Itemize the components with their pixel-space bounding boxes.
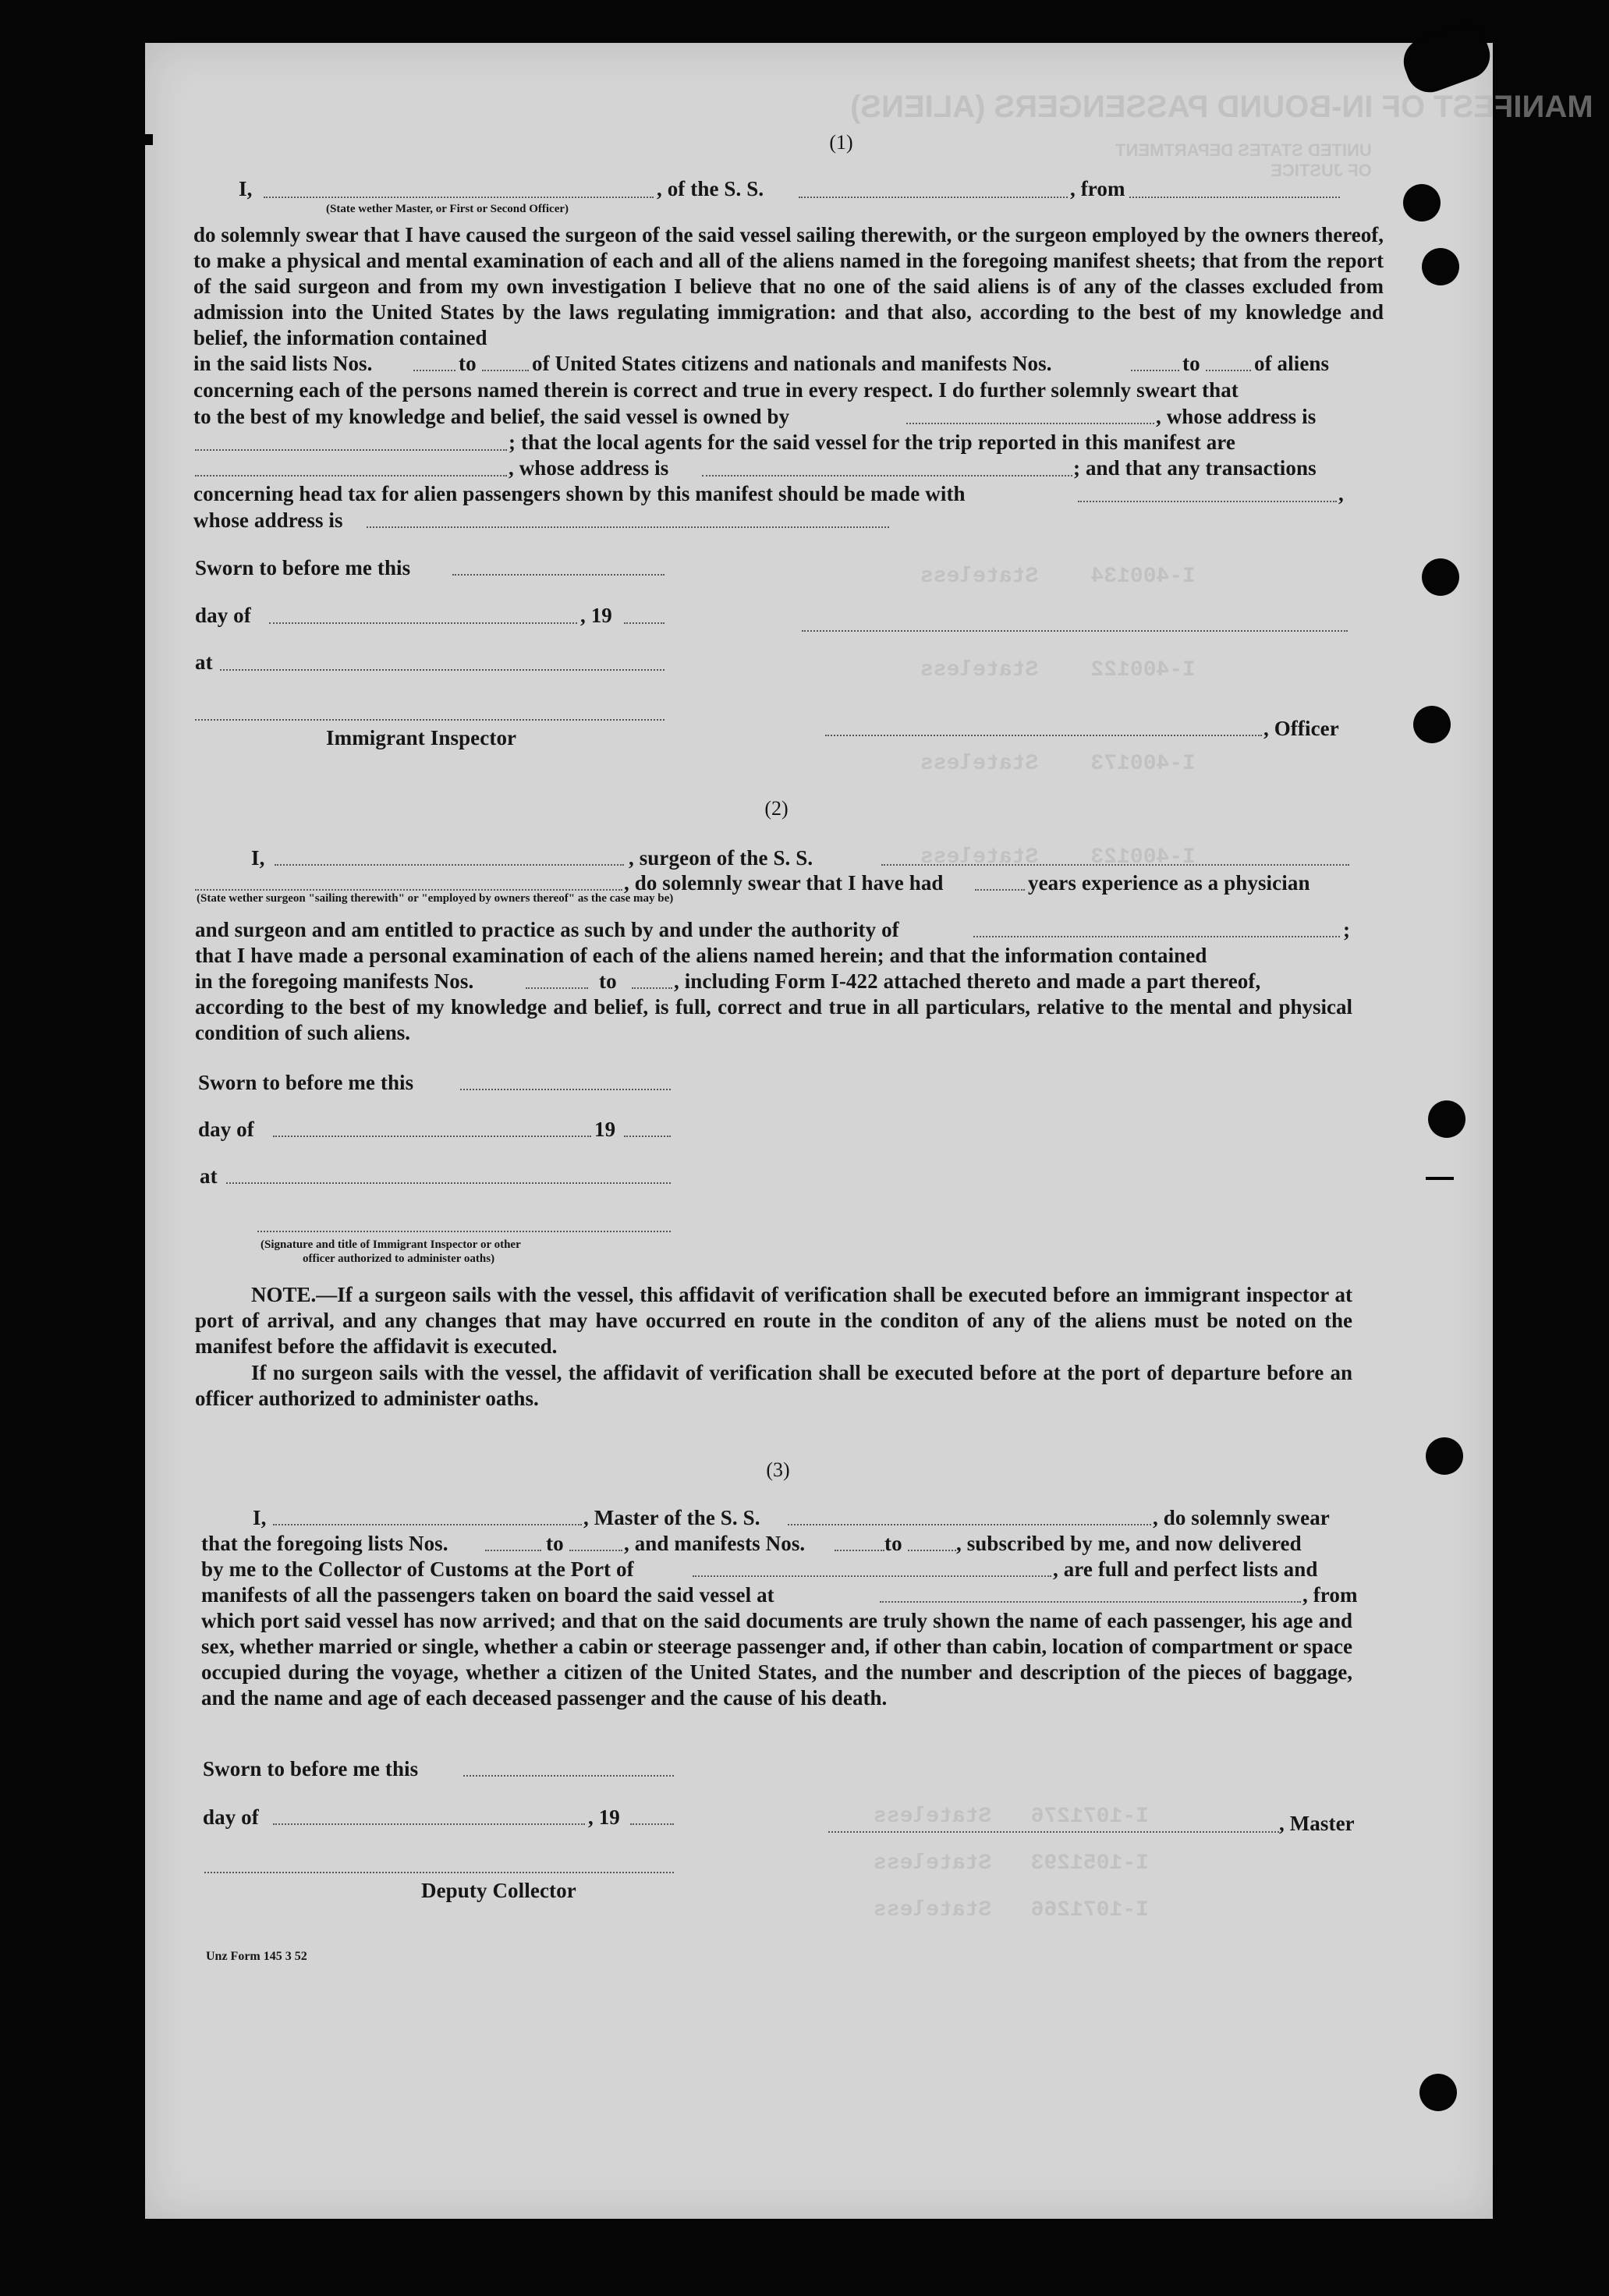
- sworn-blank: [452, 574, 665, 576]
- edge-mark: [1426, 1177, 1454, 1180]
- section-2-i: I,: [251, 846, 265, 870]
- section-1-day-of: day of: [195, 604, 251, 627]
- section-1-at: at: [195, 650, 213, 674]
- at-blank: [226, 1182, 671, 1184]
- officer-label: , Officer: [1263, 717, 1339, 740]
- manifests-c: , including Form I-422 attached thereto and made a part thereof,: [674, 969, 1261, 993]
- address-line-b: ; and that any transactions: [1073, 456, 1317, 480]
- punch-hole: [1419, 2074, 1457, 2111]
- port-blank: [693, 1575, 1051, 1577]
- vessel-blank: [799, 197, 1068, 198]
- collector-b: , are full and perfect lists and: [1053, 1557, 1318, 1581]
- section-1-sworn: Sworn to before me this: [195, 556, 411, 579]
- note-paragraph-2: If no surgeon sails with the vessel, the affidavit of verification shall be executed before at the port of departure before an officer authorized to administer oaths.: [195, 1361, 1352, 1410]
- year-blank: [630, 1823, 674, 1825]
- whose-address: whose address is: [193, 508, 343, 532]
- blank: [1131, 370, 1179, 371]
- punch-hole: [1413, 706, 1451, 743]
- owned-by-a: to the best of my knowledge and belief, the said vessel is owned by: [193, 405, 790, 428]
- surgeon-vessel-blank: [881, 864, 1349, 866]
- whose-address-blank: [367, 526, 889, 528]
- examination-line: that I have made a personal examination of each of the aliens named herein; and that the information contained: [195, 944, 1207, 967]
- manifest-from-blank: [835, 1550, 884, 1551]
- section-2-note: (State wether surgeon "sailing therewith" or "employed by owners thereof" as the case may be): [197, 892, 674, 905]
- agent-address-blank: [702, 475, 1072, 477]
- authority-blank: [973, 936, 1340, 937]
- day-blank: [273, 1823, 585, 1825]
- lists-a: that the foregoing lists Nos.: [201, 1532, 448, 1555]
- owner-blank: [906, 423, 1154, 424]
- blank: [1206, 370, 1251, 371]
- signature-note-1: (Signature and title of Immigrant Inspector or other: [260, 1238, 521, 1251]
- officer-signature-blank: [825, 735, 1262, 736]
- owner-address-blank: [195, 449, 507, 451]
- list-from-blank: [485, 1550, 541, 1551]
- taken-a: manifests of all the passengers taken on board the said vessel at: [201, 1583, 774, 1607]
- lists-e: , subscribed by me, and now delivered: [956, 1532, 1302, 1555]
- lists-line-b: to: [459, 352, 477, 375]
- section-1-number: (1): [829, 131, 853, 154]
- authority-line: and surgeon and am entitled to practice as such by and under the authority of: [195, 918, 899, 941]
- section-3-body: which port said vessel has now arrived; and that on the said documents are truly shown the name of each passenger, his age and sex, whether married or single, whether a cabin or steerage passenger and, if other than cabin, location of compartment or space occupied during the voyage, whether a citizen of the United States, and the number and description of the pieces of baggage, and the name and age of each deceased passenger and the cause of his death.: [201, 1609, 1352, 1710]
- section-3-sworn: Sworn to before me this: [203, 1757, 419, 1780]
- section-1-i: I,: [239, 177, 253, 200]
- deputy-signature-blank: [204, 1872, 674, 1873]
- manifest-from-blank: [526, 987, 588, 989]
- surgeon-swear-a: , do solemnly swear that I have had: [624, 871, 944, 895]
- owned-by-b: , whose address is: [1156, 405, 1317, 428]
- punch-hole: [1403, 184, 1441, 221]
- section-2-at: at: [200, 1164, 218, 1188]
- lists-b: to: [546, 1532, 564, 1555]
- collector-a: by me to the Collector of Customs at the Port of: [201, 1557, 634, 1581]
- section-2-sworn: Sworn to before me this: [198, 1071, 414, 1094]
- section-2-day-of: day of: [198, 1118, 254, 1141]
- bleed-through-dept: UNITED STATES DEPARTMENT OF JUSTICE: [1115, 140, 1372, 180]
- authority-end: ;: [1343, 918, 1351, 941]
- section-3-swear: , do solemnly swear: [1153, 1506, 1330, 1529]
- departure-port-blank: [880, 1601, 1301, 1603]
- punch-hole: [1422, 248, 1459, 285]
- name-blank: [264, 197, 654, 198]
- master-name-blank: [273, 1524, 582, 1525]
- head-tax-blank: [1078, 501, 1337, 502]
- manifests-b: to: [599, 969, 617, 993]
- lists-d: to: [884, 1532, 902, 1555]
- inspector-signature-blank: [257, 1231, 671, 1232]
- head-tax-line: concerning head tax for alien passengers shown by this manifest should be made with: [193, 482, 966, 505]
- lists-line-e: of aliens: [1254, 352, 1330, 375]
- master-label: , Master: [1279, 1812, 1355, 1835]
- manifest-to-blank: [632, 987, 672, 989]
- section-1-from: , from: [1070, 177, 1125, 200]
- lists-c: , and manifests Nos.: [624, 1532, 806, 1555]
- year-blank: [624, 622, 665, 624]
- lists-line-c: of United States citizens and nationals and manifests Nos.: [532, 352, 1052, 375]
- signature-note-2: officer authorized to administer oaths): [303, 1253, 495, 1265]
- head-tax-end: ,: [1338, 482, 1344, 505]
- form-number: Unz Form 145 3 52: [206, 1950, 307, 1963]
- blank: [482, 370, 529, 371]
- section-3-i: I,: [253, 1506, 267, 1529]
- from-blank: [1129, 197, 1340, 198]
- immigrant-inspector-label: Immigrant Inspector: [326, 726, 517, 749]
- master-signature-blank: [828, 1831, 1279, 1833]
- section-1-19: , 19: [580, 604, 612, 627]
- surgeon-name-blank: [275, 864, 624, 866]
- inspector-signature-blank: [195, 719, 665, 721]
- deputy-collector-label: Deputy Collector: [421, 1879, 576, 1902]
- section-2-19: 19: [594, 1118, 616, 1141]
- section-1-body: do solemnly swear that I have caused the surgeon of the said vessel sailing therewith, or the surgeon employed by the owners thereof, to make a physical and mental examination of each and all of the aliens named in the foregoing manifest sheets; that from the report of the said surgeon and from my own investigation I believe that no one of the said aliens is of any of the classes excluded from admission into the United States by the laws regulating immigration: and that also, according to the best of my knowledge and belief, the information contained: [193, 223, 1384, 349]
- agent-blank: [195, 475, 507, 477]
- surgeon-type-blank: [195, 889, 622, 891]
- section-3-day-of: day of: [203, 1805, 259, 1829]
- punch-hole: [1428, 1100, 1465, 1138]
- note-paragraph-1: NOTE.—If a surgeon sails with the vessel, this affidavit of verification shall be executed before an immigrant inspector at port of arrival, and any changes that may have occurred en route in the conditon of any of the aliens must be noted on the manifest before the affidavit is executed.: [195, 1283, 1352, 1358]
- agents-line: ; that the local agents for the said vessel for the trip reported in this manifest are: [509, 430, 1235, 454]
- section-3-master: , Master of the S. S.: [583, 1506, 760, 1529]
- section-1-note: (State wether Master, or First or Second Officer): [326, 203, 569, 215]
- section-2-surgeon: , surgeon of the S. S.: [629, 846, 813, 870]
- manifests-a: in the foregoing manifests Nos.: [195, 969, 474, 993]
- section-1-of-ss: , of the S. S.: [657, 177, 764, 200]
- bleed-through-heading: MANIFEST OF IN-BOUND PASSENGERS (ALIENS): [850, 90, 1593, 124]
- surgeon-swear-b: years experience as a physician: [1028, 871, 1310, 895]
- lists-line-a: in the said lists Nos.: [193, 352, 373, 375]
- section-2-number: (2): [764, 797, 789, 820]
- list-to-blank: [569, 1550, 622, 1551]
- day-blank: [269, 622, 577, 624]
- punch-hole: [1422, 558, 1459, 596]
- lists-line-d: to: [1182, 352, 1200, 375]
- bleed-through-rows: I-400134 Stateless I-400122 Stateless I-400173 Stateless I-400123 Stateless: [920, 565, 1196, 870]
- concerning-line: concerning each of the persons named therein is correct and true in every respect. I do further solemnly sweart that: [193, 378, 1239, 402]
- section-3-number: (3): [766, 1458, 790, 1481]
- day-blank: [273, 1136, 591, 1137]
- section-3-19: , 19: [588, 1805, 620, 1829]
- years-blank: [975, 889, 1025, 891]
- manifest-to-blank: [908, 1550, 956, 1551]
- officer-signature-top-blank: [802, 630, 1348, 632]
- taken-b: , from: [1302, 1583, 1358, 1607]
- sworn-blank: [463, 1775, 674, 1777]
- address-line-a: , whose address is: [509, 456, 669, 480]
- bleed-through-rows-bottom: I-1071276 Stateless I-1051293 Stateless I-1071266 Stateless: [874, 1805, 1149, 1922]
- year-blank: [624, 1136, 671, 1137]
- sworn-blank: [460, 1089, 671, 1090]
- at-blank: [220, 669, 665, 671]
- blank: [413, 370, 455, 371]
- section-2-body-end: according to the best of my knowledge and belief, is full, correct and true in all particulars, relative to the mental and physical condition of such aliens.: [195, 995, 1352, 1044]
- master-vessel-blank: [788, 1524, 1151, 1525]
